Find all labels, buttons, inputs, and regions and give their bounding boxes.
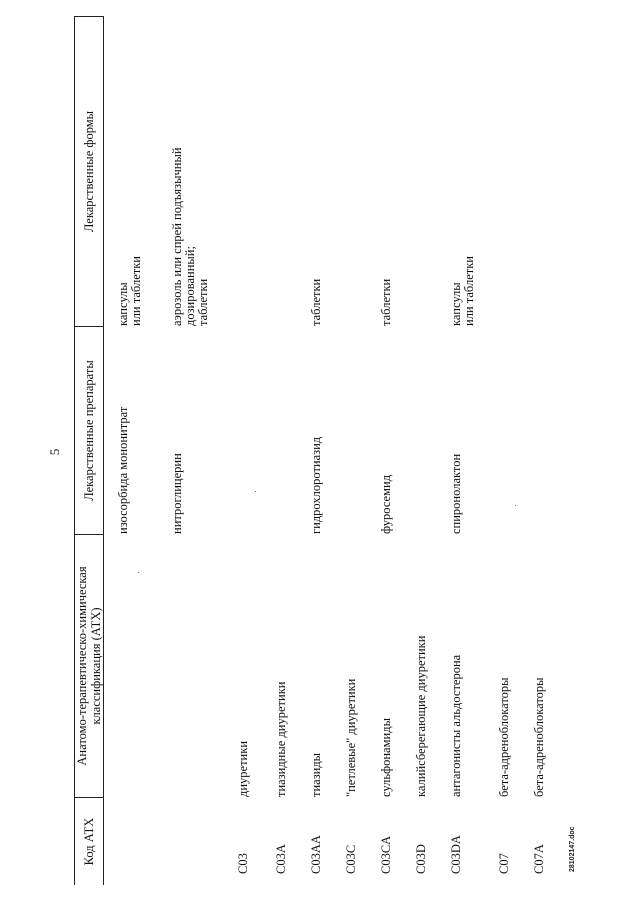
- scan-speck: [515, 505, 516, 506]
- row-classification: антагонисты альдостерона: [449, 654, 463, 797]
- row-classification: диуретики: [236, 740, 250, 797]
- row-code: C03AA: [309, 835, 323, 874]
- header-forms: Лекарственные формы: [82, 110, 96, 233]
- scan-speck: [138, 572, 139, 573]
- row-classification: бета-адреноблокаторы: [532, 677, 546, 797]
- row-code: C03CA: [379, 835, 393, 874]
- row-form: капсулы или таблетки: [449, 256, 476, 326]
- row-form: таблетки: [379, 278, 393, 326]
- row-code: C03DA: [449, 835, 463, 874]
- doc-reference: 28102147.doc: [569, 826, 576, 872]
- header-classification-text: Анатомо-терапевтическо-химическая классификация (АТХ): [75, 566, 103, 766]
- row-code: C03C: [344, 844, 358, 874]
- row-classification: "петлевые" диуретики: [344, 678, 358, 797]
- row-classification: бета-адреноблокаторы: [497, 677, 511, 797]
- row-preparation: спиронолактон: [449, 453, 463, 534]
- row-classification: тиазиды: [309, 752, 323, 797]
- row-code: C03: [236, 853, 250, 874]
- row-classification: тиазидные диуретики: [274, 681, 288, 797]
- row-classification: калийсберегающие диуретики: [414, 635, 428, 797]
- row-form: аэрозоль или спрей подъязычный дозированный; таблетки: [170, 147, 210, 326]
- row-code: C07A: [532, 844, 546, 874]
- row-code: C03D: [414, 844, 428, 874]
- row-code: C07: [497, 853, 511, 874]
- row-preparation: гидрохлоротиазид: [309, 436, 323, 534]
- header-bottom-border: [103, 17, 104, 885]
- row-form: таблетки: [309, 278, 323, 326]
- header-classification: [75, 535, 103, 797]
- header-preparations: Лекарственные препараты: [82, 360, 96, 501]
- atc-table: [40, 15, 600, 885]
- row-preparation: фуросемид: [379, 474, 393, 534]
- row-classification: сульфонамиды: [379, 718, 393, 797]
- row-preparation: изосорбида мононитрат: [116, 406, 130, 534]
- page-number: 5: [47, 448, 62, 456]
- header-code: Код АТХ: [82, 817, 96, 866]
- row-form: капсулы или таблетки: [116, 256, 143, 326]
- row-preparation: нитроглицерин: [170, 453, 184, 534]
- scan-speck: [255, 491, 256, 492]
- row-code: C03A: [274, 844, 288, 874]
